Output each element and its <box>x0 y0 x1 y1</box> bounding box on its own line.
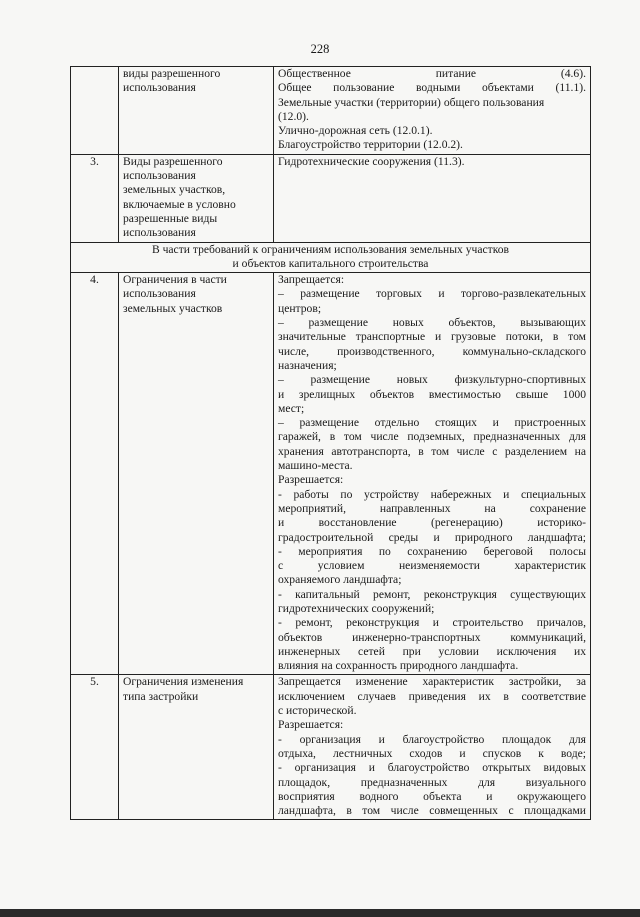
text-line: Разрешается: <box>278 718 344 732</box>
text-line: и объектов капитального строительства <box>232 256 429 270</box>
row-number: 4. <box>71 273 119 675</box>
text-line: использования <box>123 226 196 240</box>
text-line: - организация и благоустройство открытых видовых <box>278 761 586 775</box>
text-line: Улично-дорожная сеть (12.0.1). <box>278 124 433 138</box>
text-line: типа застройки <box>123 689 199 703</box>
row-content <box>274 154 591 242</box>
text-line: Запрещается изменение характеристик застройки, за <box>278 675 586 689</box>
text-line: Общее пользование водными объектами (11.1). <box>278 81 586 95</box>
row-name <box>119 67 274 155</box>
text-line: включаемые в условно <box>123 197 236 211</box>
text-line: земельных участков <box>123 301 223 315</box>
text-line: ландшафта, в том числе совмещенных с площадками <box>278 804 586 818</box>
text-line: – размещение отдельно стоящих и пристроенных <box>278 416 586 430</box>
row-number <box>71 67 119 155</box>
text-line: числе, производственного, коммунально-складского <box>278 344 586 358</box>
text-line: с условием неизменяемости характеристик <box>278 559 586 573</box>
text-line: использования <box>123 169 196 183</box>
text-line: - организация и благоустройство площадок для <box>278 732 586 746</box>
text-line: – размещение торговых и торгово-развлекательных <box>278 287 586 301</box>
row-number: 3. <box>71 154 119 242</box>
text-line: В части требований к ограничениям использования земельных участков <box>151 242 510 256</box>
text-line: градостроительной среды и природного ландшафта; <box>278 530 586 544</box>
row-name <box>119 273 274 675</box>
text-line: Ограничения в части <box>123 273 227 287</box>
text-line: площадок, предназначенных для визуального <box>278 775 586 789</box>
text-line: Виды разрешенного <box>123 154 223 168</box>
text-line: Благоустройство территории (12.0.2). <box>278 138 463 152</box>
text-line: - капитальный ремонт, реконструкция существующих <box>278 587 586 601</box>
text-line: - работы по устройству набережных и специальных <box>278 487 586 501</box>
text-line: Запрещается: <box>278 273 345 287</box>
text-line: - мероприятия по сохранению береговой полосы <box>278 544 586 558</box>
text-line: использования <box>123 287 196 301</box>
text-line: Ограничения изменения <box>123 675 244 689</box>
row-number: 5. <box>71 675 119 820</box>
text-line: гидротехнических сооружений; <box>278 601 435 615</box>
text-line: охраняемого ландшафта; <box>278 573 402 587</box>
text-line: хранения автотранспорта, в том числе с разделением на <box>278 444 586 458</box>
text-line: влияния на сохранность природного ландшафта. <box>278 659 519 673</box>
text-line: машино-места. <box>278 459 353 473</box>
text-line: с исторической. <box>278 704 357 718</box>
text-line: отдыха, лестничных сходов и спусков к воде; <box>278 746 586 760</box>
row-name <box>119 675 274 820</box>
scan-edge <box>0 909 640 917</box>
text-line: исключением случаев приведения их в соответствие <box>278 689 586 703</box>
text-line: инженерных сетей при условии исключения их <box>278 644 586 658</box>
regulations-table <box>70 66 591 820</box>
text-line: центров; <box>278 301 322 315</box>
row-content <box>274 273 591 675</box>
text-line: Общественное питание (4.6). <box>278 67 586 80</box>
text-line: объектов инженерно-транспортных коммуникаций, <box>278 630 586 644</box>
text-line: Земельные участки (территории) общего пользования <box>278 95 545 109</box>
section-heading <box>71 242 591 273</box>
text-line: - ремонт, реконструкция и строительство причалов, <box>278 616 586 630</box>
table-row <box>71 273 591 675</box>
table-row <box>71 675 591 820</box>
text-line: назначения; <box>278 358 337 372</box>
text-line: земельных участков, <box>123 183 226 197</box>
row-content <box>274 67 591 155</box>
table-row <box>71 154 591 242</box>
text-line: виды разрешенного <box>123 67 221 80</box>
text-line: Разрешается: <box>278 473 344 487</box>
text-line: – размещение новых объектов, вызывающих <box>278 316 586 330</box>
text-line: разрешенные виды <box>123 211 218 225</box>
text-line: использования <box>123 81 196 95</box>
row-name <box>119 154 274 242</box>
table-row <box>71 67 591 155</box>
page-number: 228 <box>310 42 330 56</box>
text-line: гаражей, в том числе подземных, предназначенных для <box>278 430 586 444</box>
text-line: мероприятий, направленных на сохранение <box>278 501 586 515</box>
text-line: Гидротехнические сооружения (11.3). <box>278 154 465 168</box>
text-line: значительные транспортные и грузовые потоки, в том <box>278 330 586 344</box>
text-line: мест; <box>278 401 305 415</box>
text-line: восприятия водного объекта и окружающего <box>278 789 586 803</box>
row-content <box>274 675 591 820</box>
text-line: – размещение новых физкультурно-спортивных <box>278 373 586 387</box>
text-line: и восстановление (регенерацию) историко- <box>278 516 586 530</box>
section-heading-row <box>71 242 591 273</box>
text-line: и зрелищных объектов вместимостью свыше 1000 <box>278 387 586 401</box>
text-line: (12.0). <box>278 109 309 123</box>
